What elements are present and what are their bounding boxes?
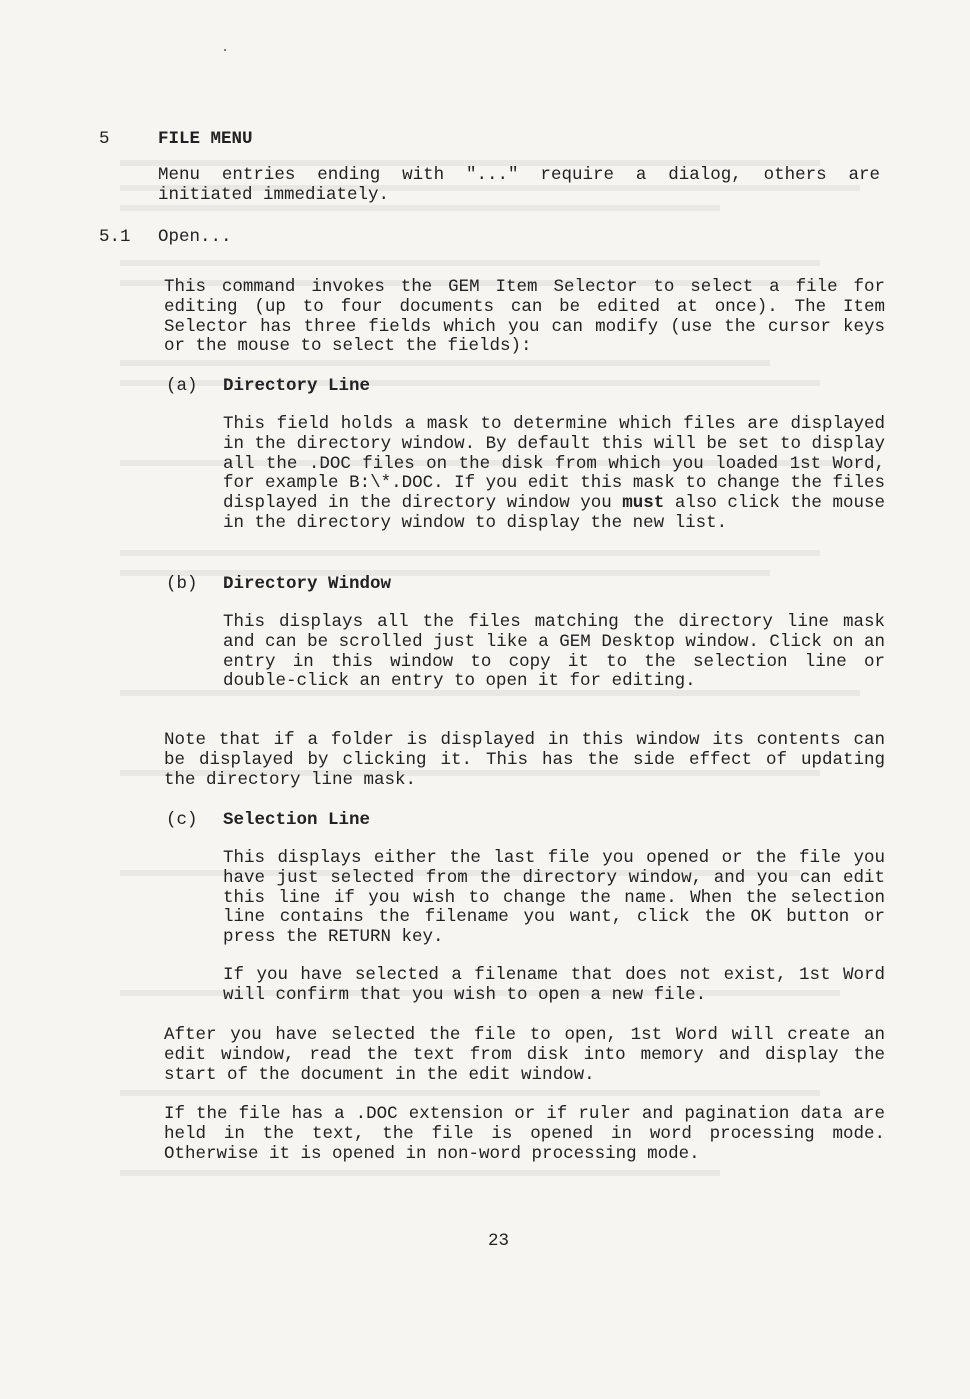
item-text-directory-line bbox=[223, 415, 885, 534]
section-number: 5 bbox=[99, 129, 110, 149]
paragraph-doc-mode: If the file has a .DOC extension or if ruler and pagination data are held in the text, the file is opened in word processing mode. Otherwise it is opened in non-word processing mode. bbox=[164, 1104, 885, 1164]
section-intro: Menu entries ending with "..." require a dialog, others are initiated immediately. bbox=[158, 165, 880, 205]
item-text-a-part1: This field holds a mask to determine which files are displayed in the directory window. By default this will be set to display all the .DOC files on the disk from which you loaded 1st Word, for example B:\*.DOC. If you edit this mask to change the files displayed in the directory window you bbox=[223, 414, 885, 514]
section-title: FILE MENU bbox=[158, 129, 253, 149]
paper-speck bbox=[224, 49, 226, 51]
item-text-a-part2: also click the mouse in the directory window to display the new list. bbox=[223, 493, 885, 533]
page-number: 23 bbox=[487, 1231, 509, 1251]
paragraph-open-command: This command invokes the GEM Item Selector to select a file for editing (up to four documents can be edited at once). The Item Selector has three fields which you can modify (use the cursor keys or the mouse to select the fields): bbox=[164, 277, 885, 357]
subsection-title: Open... bbox=[158, 227, 232, 247]
item-text-selection-line-note: If you have selected a filename that does not exist, 1st Word will confirm that you wish to open a new file. bbox=[223, 965, 885, 1005]
item-title-selection-line: Selection Line bbox=[223, 810, 371, 830]
subsection-number: 5.1 bbox=[99, 227, 131, 247]
item-marker-c: (c) bbox=[166, 810, 198, 830]
paragraph-after-open: After you have selected the file to open, 1st Word will create an edit window, read the text from disk into memory and display the start of the document in the edit window. bbox=[164, 1025, 885, 1085]
item-marker-b: (b) bbox=[166, 574, 198, 594]
item-marker-a: (a) bbox=[166, 376, 198, 396]
item-text-a-emphasis: must bbox=[622, 493, 665, 514]
item-text-directory-window: This displays all the files matching the directory line mask and can be scrolled just like a GEM Desktop window. Click on an entry in this window to copy it to the selection line or double-click an entry to open it for editing. bbox=[223, 612, 885, 692]
item-text-selection-line: This displays either the last file you opened or the file you have just selected from the directory window, and you can edit this line if you wish to change the name. When the selection line contains the filename you want, click the OK button or press the RETURN key. bbox=[223, 848, 885, 948]
item-title-directory-line: Directory Line bbox=[223, 376, 371, 396]
item-title-directory-window: Directory Window bbox=[223, 574, 392, 594]
paragraph-note: Note that if a folder is displayed in this window its contents can be displayed by clicking it. This has the side effect of updating the directory line mask. bbox=[164, 730, 885, 790]
